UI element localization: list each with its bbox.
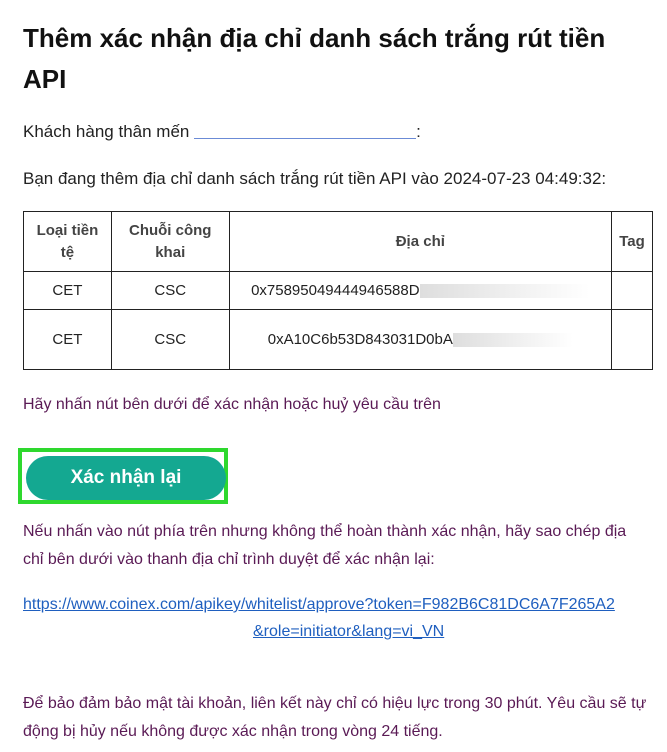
redacted-address [420, 284, 590, 298]
address-text: 0xA10C6b53D843031D0bA [267, 331, 453, 348]
security-footer: Để bảo đảm bảo mật tài khoản, liên kết này chỉ có hiệu lực trong 30 phút. Yêu cầu sẽ tự động bị hủy nếu không được xác nhận trong vòng 24 tiếng. [23, 695, 647, 740]
header-address: Địa chỉ [229, 212, 611, 272]
approve-link[interactable] [23, 591, 648, 645]
cell-currency: CET [24, 310, 112, 370]
cell-address [229, 272, 611, 310]
whitelist-address-table [23, 211, 653, 370]
cell-tag [612, 272, 653, 310]
table-row [24, 310, 653, 370]
cell-address [229, 310, 611, 370]
cell-currency: CET [24, 272, 112, 310]
greeting-prefix: Khách hàng thân mến [23, 122, 190, 141]
redacted-token [23, 627, 253, 637]
greeting-suffix: : [416, 122, 421, 141]
header-currency: Loại tiền tệ [24, 212, 112, 272]
approve-link-end[interactable]: &role=initiator&lang=vi_VN [253, 623, 445, 640]
cell-tag [612, 310, 653, 370]
fallback-note: Nếu nhấn vào nút phía trên nhưng không thể hoàn thành xác nhận, hãy sao chép địa chỉ bên dưới vào thanh địa chỉ trình duyệt để xác nhận lại: [23, 523, 627, 568]
address-text: 0x75895049444946588D [251, 282, 420, 299]
greeting [23, 122, 421, 142]
confirm-again-button[interactable]: Xác nhận lại [26, 456, 226, 500]
header-chain: Chuỗi công khai [111, 212, 229, 272]
intro-text: Bạn đang thêm địa chỉ danh sách trắng rút tiền API vào 2024-07-23 04:49:32: [23, 169, 607, 188]
redacted-address [453, 333, 573, 347]
cell-chain: CSC [111, 272, 229, 310]
header-tag: Tag [612, 212, 653, 272]
redacted-customer-name [194, 126, 416, 139]
approve-link-start[interactable]: https://www.coinex.com/apikey/whitelist/approve?token=F982B6C81DC6A7F265A2 [23, 596, 615, 613]
table-row [24, 272, 653, 310]
confirm-prompt: Hãy nhấn nút bên dưới để xác nhận hoặc huỷ yêu cầu trên [23, 396, 441, 413]
email-title: Thêm xác nhận địa chỉ danh sách trắng rút tiền API [23, 23, 606, 94]
table-header-row [24, 212, 653, 272]
cell-chain: CSC [111, 310, 229, 370]
